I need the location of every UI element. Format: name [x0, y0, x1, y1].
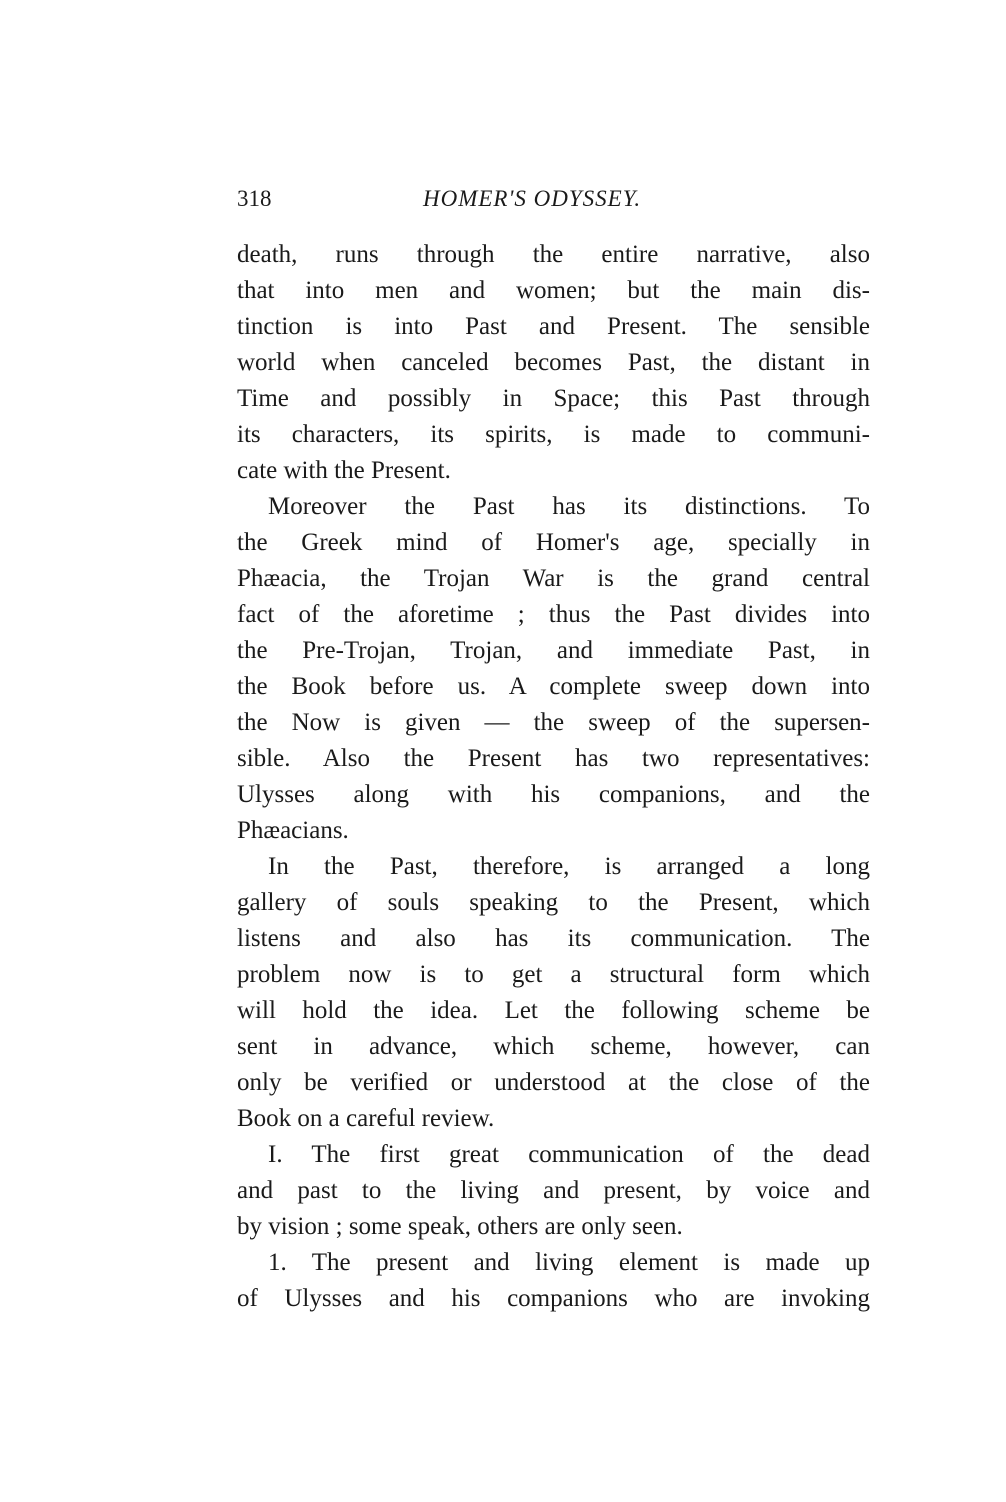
text-line: Book on a careful review.: [237, 1105, 495, 1132]
text-line: its characters, its spirits, is made to communi-: [237, 421, 870, 448]
text-line: Ulysses along with his companions, and the: [237, 781, 870, 808]
text-line: world when canceled becomes Past, the distant in: [237, 349, 870, 376]
text-line: will hold the idea. Let the following scheme be: [237, 997, 870, 1024]
text-line: Moreover the Past has its distinctions. To: [268, 493, 870, 520]
text-line: I. The first great communication of the dead: [268, 1141, 870, 1168]
text-line: Phæacians.: [237, 817, 349, 844]
page-number: 318: [237, 186, 272, 211]
body-text: [237, 237, 870, 1317]
text-line: Phæacia, the Trojan War is the grand central: [237, 565, 870, 592]
running-title: HOMER'S ODYSSEY.: [423, 186, 642, 211]
text-line: the Book before us. A complete sweep down into: [237, 673, 870, 700]
text-line: tinction is into Past and Present. The sensible: [237, 313, 870, 340]
text-line: sent in advance, which scheme, however, can: [237, 1033, 870, 1060]
text-line: listens and also has its communication. The: [237, 925, 870, 952]
running-head: [237, 184, 877, 214]
text-line: sible. Also the Present has two representatives:: [237, 745, 870, 772]
text-line: gallery of souls speaking to the Present, which: [237, 889, 870, 916]
text-line: by vision ; some speak, others are only seen.: [237, 1213, 683, 1240]
text-line: Time and possibly in Space; this Past through: [237, 385, 870, 412]
text-line: In the Past, therefore, is arranged a long: [268, 853, 870, 880]
text-line: 1. The present and living element is made up: [268, 1249, 870, 1276]
text-line: the Now is given — the sweep of the supersen-: [237, 709, 870, 736]
text-line: that into men and women; but the main dis-: [237, 277, 870, 304]
text-line: and past to the living and present, by voice and: [237, 1177, 870, 1204]
text-line: cate with the Present.: [237, 457, 451, 484]
text-line: the Pre-Trojan, Trojan, and immediate Past, in: [237, 637, 870, 664]
text-line: fact of the aforetime ; thus the Past divides into: [237, 601, 870, 628]
text-line: only be verified or understood at the close of the: [237, 1069, 870, 1096]
text-line: problem now is to get a structural form which: [237, 961, 870, 988]
text-line: death, runs through the entire narrative, also: [237, 241, 870, 268]
text-line: of Ulysses and his companions who are invoking: [237, 1285, 870, 1312]
text-line: the Greek mind of Homer's age, specially in: [237, 529, 870, 556]
